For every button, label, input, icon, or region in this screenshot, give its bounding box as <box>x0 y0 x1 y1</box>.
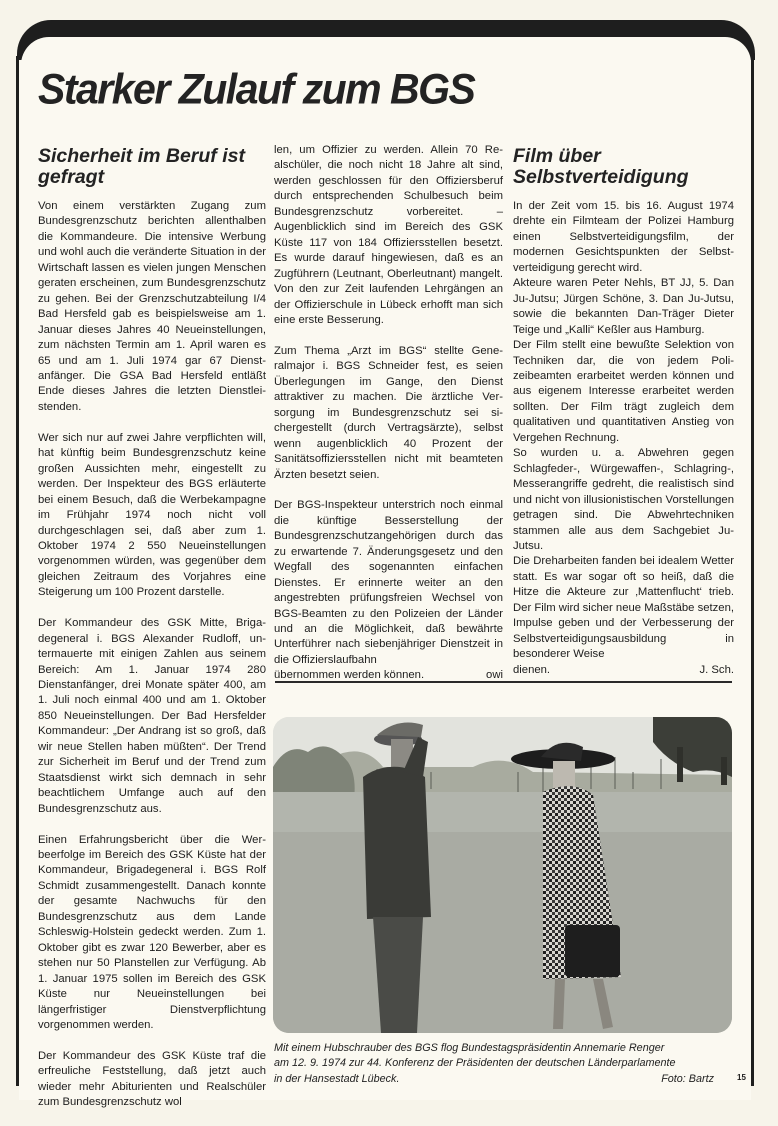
photo-caption <box>274 1041 744 1087</box>
section3-heading: Film über Selbstverteidigung <box>513 145 689 188</box>
paragraph: Der Kommandeur des GSK Mitte, Brigadegeneral i. BGS Alexander Rudloff, untermauerte mit einigen Zahlen aus seinem Bereich: Am 1. Januar 1974 280 Dienstanfänger, drei Monate später 400, am 1. Juli noch einmal 400 und am 1. Oktober 850 Neueinstellungen. Der Bad Hersfelder Kommandeur: „Der Andrang ist so groß, daß wir neue Stellen haben müßten“. Der Trend zur Sicherheit im Beruf und der Trend zum Staatsdienst wirkt sich demnach in sehr beachtlichem Umfange auch auf den Bundesgrenzschutz aus. <box>38 617 266 815</box>
caption-line: in der Hansestadt Lübeck. <box>274 1072 400 1085</box>
paragraph: Die Dreharbeiten fanden bei idealem Wetter statt. Es war sogar oft so heiß, daß die Hitze die Akteure zur ‚Mattenflucht‘ trieb. Der Film wird sicher neue Maßstäbe setzen, Impulse geben und der Verbesserung der Selbstverteidigungsausbildung in besonderer Weise <box>513 555 734 661</box>
column-1 <box>38 199 266 1126</box>
paragraph: Von einem verstärkten Zugang zum Bundesgrenzschutz berichten allenthalben die Kommandeure. Die intensive Werbung und wohl auch die veränderte Situation in der Wirtschaft lassen es vielen jungen Menschen geraten erscheinen, zum Bundesgrenzschutz zu gehen. Bei der Grenzschutzabteilung I/4 Bad Hersfeld gab es beispielsweise am 1. Januar dieses Jahres 40 Neueinstellungen, zum nächsten Termin am 1. April waren es 65 und am 1. Juli 1974 gar 67 Dienstanfänger. Die GSA Bad Hersfeld entläßt Ende dieses Jahres die letzten Dienstleistenden. <box>38 200 266 413</box>
paragraph: Der Film stellt eine bewußte Selektion von Techniken dar, die von jedem Polizeibeamten erarbeitet werden können und aus eigenem Interesse erarbeitet werden sollten. Der Film trägt zugleich dem qualitativen und quantitativen Anstieg von Vergehen Rechnung. <box>513 339 734 444</box>
paragraph: Der Kommandeur des GSK Küste traf die erfreuliche Feststellung, daß jetzt auch wieder mehr Abiturienten und Realschüler zum Bundesgrenzschutz wol <box>38 1049 266 1109</box>
article-title: Starker Zulauf zum BGS <box>38 64 475 114</box>
signature-line <box>513 663 734 678</box>
caption-line: Mit einem Hubschrauber des BGS flog Bundestagspräsidentin Annemarie Renger <box>274 1042 665 1054</box>
last-line: dienen. <box>513 663 551 676</box>
last-line: übernommen werden können. <box>274 669 425 682</box>
page-number: 15 <box>737 1073 746 1082</box>
paragraph: Zum Thema „Arzt im BGS“ stellte Generalmajor i. BGS Schneider fest, es seien Überlegungen im Gange, den Dienst attraktiver zu machen. Die ärztliche Versorgung im Bundesgrenzschutz sei sichergestellt (durch Vertragsärzte), selbst wenn augenblicklich 40 Prozent der Sanitätsoffiziersstellen nicht mit beamteten Ärzten besetzt seien. <box>274 344 503 481</box>
paragraph: Der BGS-Inspekteur unterstrich noch einmal die künftige Besserstellung der Bundesgrenzschutzangehörigen durch das zu erwartende 7. Änderungsgesetz und den Wegfall des sogenannten einfachen Dienstes. Er erinnerte weiter an den angestrebten prüfungsfreien Wechsel von BGS-Beamten zu den Polizeien der Länder und an die Möglichkeit, daß bewährte Unterführer nach siebenjähriger Dienstzeit in die Offizierslaufbahn <box>274 499 503 666</box>
photo <box>273 717 732 1033</box>
column-2 <box>274 143 503 684</box>
section1-heading: Sicherheit im Beruf ist gefragt <box>38 145 245 188</box>
caption-line: am 12. 9. 1974 zur 44. Konferenz der Präsidenten der deutschen Länderparlamente <box>274 1057 676 1070</box>
horizontal-rule <box>275 681 732 683</box>
paragraph: So wurden u. a. Abwehren gegen Schlagfeder-, Würgewaffen-, Schlagring-, Messerangriffe gedreht, die realistisch sind und nicht von illusionistischen Vorstellungen getragen sind. Die Abwehrtechniken stammen alle aus dem Sachgebiet Ju-Jutsu. <box>513 447 734 552</box>
column-3 <box>513 199 734 678</box>
author-signature: J. Sch. <box>699 663 734 676</box>
author-signature: owi <box>486 669 503 682</box>
photo-credit: Foto: Bartz <box>661 1072 714 1085</box>
paragraph: In der Zeit vom 15. bis 16. August 1974 drehte ein Filmteam der Polizei Hamburg einen Selbstverteidigungsfilm, der modernen Gesichtspunkten der Selbstverteidigung gerecht wird. <box>513 200 734 274</box>
paragraph: Einen Erfahrungsbericht über die Werbeerfolge im Bereich des GSK Küste hat der Kommandeur, Brigadegeneral i. BGS Rolf Schmidt zusammengestellt. Danach konnte der gesamte Nachwuchs für den Bundesgrenzschutz aus dem Lande Schleswig-Holstein gedeckt werden. Zum 1. Oktober gibt es zwar 120 Bewerber, aber es stehen nur 50 Planstellen zur Verfügung. Ab 1. Januar 1975 sollen im Bereich des GSK Küste nur Neueinstellungen bei längerfristiger Dienstverpflichtung vorgenommen werden. <box>38 833 266 1031</box>
paragraph: Wer sich nur auf zwei Jahre verpflichten will, hat künftig beim Bundesgrenzschutz keine großen Aussichten mehr, eingestellt zu werden. Der Inspekteur des BGS erläuterte bei einem Besuch, daß die Werbekampagne im Frühjahr 1974 noch nicht voll durchgeschlagen sei, daß aber zum 1. Oktober 1974 2 550 Neueinstellungen vorgenommen würden, was gegenüber dem gleichen Zeitraum des Vorjahres eine Steigerung um 100 Prozent darstelle. <box>38 431 266 599</box>
paragraph: Akteure waren Peter Nehls, BT JJ, 5. Dan Ju-Jutsu; Jürgen Schöne, 3. Dan Ju-Jutsu, sowie die bekannten Dan-Träger Dieter Teige und „Kalli“ Keßler aus Hamburg. <box>513 277 734 336</box>
frame-left-border <box>16 56 19 1086</box>
paragraph: len, um Offizier zu werden. Allein 70 Realschüler, die noch nicht 18 Jahre alt sind, werden geschlossen für den Offiziersberuf durch entsprechenden Schulbesuch beim Bundesgrenzschutz vorbereitet. – Augenblicklich sind im Bereich des GSK Küste 117 von 184 Offiziersstellen besetzt. Es wurde darauf hingewiesen, daß es an Zugführern (Leutnant, Oberleutnant) mangelt. Von den zur Zeit laufenden Lehrgängen an der Offizierschule in Lübeck erhofft man sich eine erste Besserung. <box>274 144 503 326</box>
caption-last-row <box>274 1072 714 1087</box>
photo-illustration <box>273 717 732 1033</box>
frame-right-border <box>751 56 754 1086</box>
